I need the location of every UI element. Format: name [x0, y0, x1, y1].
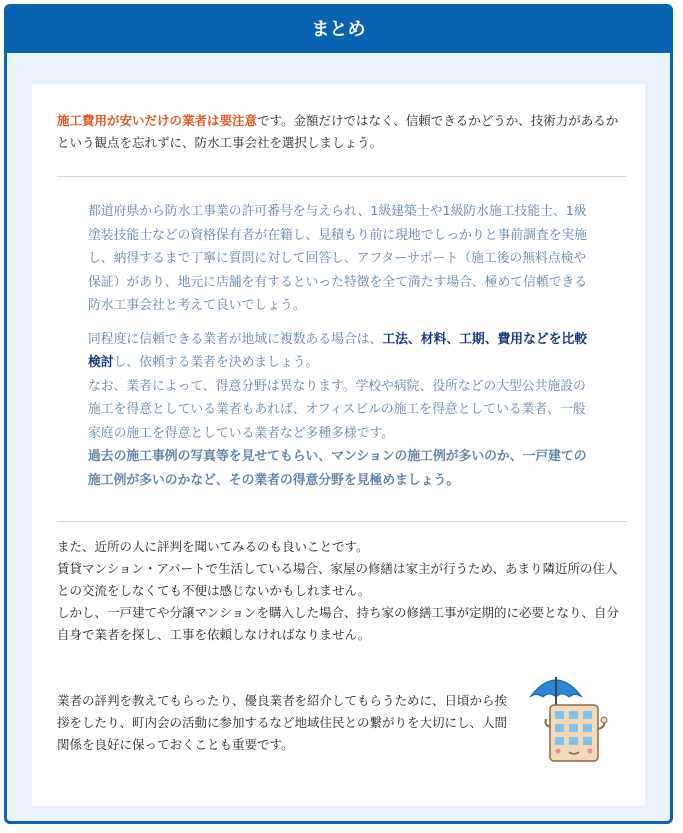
building-with-umbrella-icon [522, 667, 622, 767]
quote-paragraph-1: 都道府県から防水工事業の許可番号を与えられ、1級建築士や1級防水施工技能士、1級塗装技能士などの資格保有者が在籍し、見積もり前に現地でしっかりと事前調査を実施し、納得するまで丁寧に質問に対して回答し、アフターサポート（施工後の無料点検や保証）があり、地元に店舗を有するといった特徴を全て満たす場合、極めて信頼できる防水工事会社と考えて良いでしょう。 [88, 204, 588, 313]
divider [57, 521, 627, 522]
quote-p2-pre: 同程度に信頼できる業者が地域に複数ある場合は、 [88, 331, 383, 347]
intro-text: です。金額だけではなく、信頼できるかどうか、技術力があるかという観点を忘れずに、防水工事会社を選択しましょう。 [57, 113, 619, 150]
intro-highlight: 施工費用が安いだけの業者は要注意 [57, 113, 258, 128]
body-line-2: 賃貸マンション・アパートで生活している場合、家屋の修繕は家主が行うため、あまり隣近所の住人との交流をしなくても不便は感じないかもしれません。 [57, 561, 618, 598]
body-line-1: また、近所の人に評判を聞いてみるのも良いことです。 [57, 539, 369, 554]
closing-section [57, 690, 512, 756]
divider [57, 176, 627, 177]
summary-box [4, 4, 673, 824]
quote-block [88, 200, 598, 492]
quote-paragraph-3: なお、業者によって、得意分野は異なります。学校や病院、役所などの大型公共施設の施工を得意としている業者もあれば、オフィスビルの施工を得意としている業者、一般家庭の施工を得意としている業者など多種多様です。 [88, 378, 586, 441]
summary-content [32, 84, 645, 806]
quote-p2-post: し、依頼する業者を決めましょう。 [113, 355, 319, 370]
summary-header [7, 7, 670, 53]
body-section [57, 536, 627, 646]
quote-p2-emphasis: 工法、材料、工期、費用などを比較検討 [88, 331, 588, 370]
intro-paragraph [57, 110, 627, 154]
body-line-3: しかし、一戸建てや分譲マンションを購入した場合、持ち家の修繕工事が定期的に必要となり、自分自身で業者を探し、工事を依頼しなければなりません。 [57, 605, 619, 642]
summary-title: まとめ [311, 19, 366, 40]
quote-paragraph-2 [88, 328, 598, 375]
body-line-4: 業者の評判を教えてもらったり、優良業者を紹介してもらうために、日頃から挨拶をしたり、町内会の活動に参加するなど地域住民との繋がりを大切にし、人間関係を良好に保っておくことも重要です。 [57, 693, 508, 752]
quote-paragraph-3-emphasis: 過去の施工事例の写真等を見せてもらい、マンションの施工例が多いのか、一戸建ての施工例が多いのかなど、その業者の得意分野を見極めましょう。 [88, 449, 587, 488]
